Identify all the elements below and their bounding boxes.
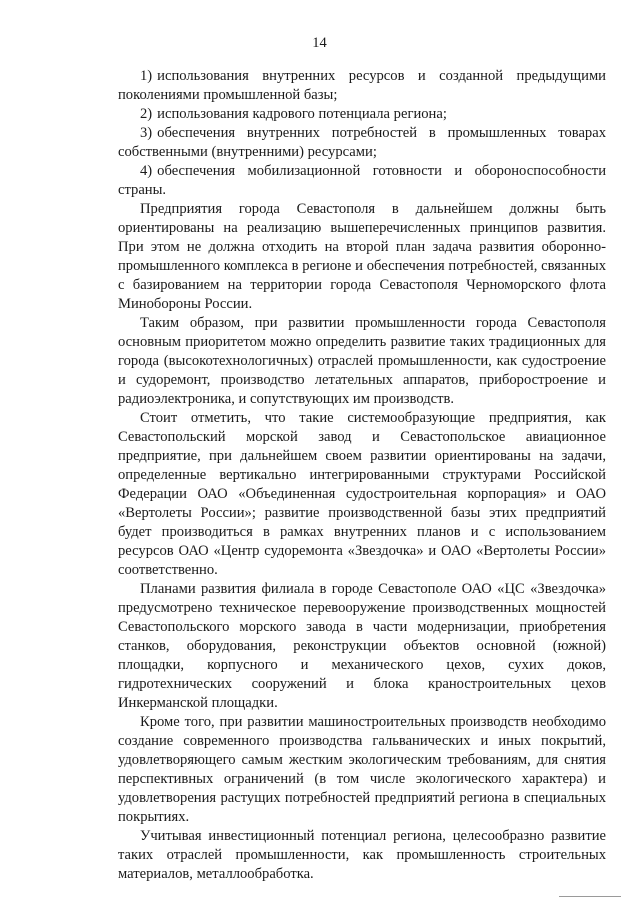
list-item-4 (118, 162, 606, 200)
list-item-number: 2) (140, 106, 153, 122)
paragraph-modernization-plans: Планами развития филиала в городе Севастополе ОАО «ЦС «Звездочка» предусмотрено техническое перевооружение производственных мощностей Севастопольского морского завода в части модернизации, приобретения станков, оборудования, реконструкции объектов основной (южной) площадки, корпусного и механического цехов, сухих доков, гидротехнических сооружений и блока краностроительных цехов Инкерманской площадки. (118, 581, 606, 711)
paragraph-priorities: Таким образом, при развитии промышленности города Севастополя основным приоритетом можно определить развитие таких традиционных для города (высокотехнологичных) отраслей промышленности, как судостроение и судоремонт, производство летательных аппаратов, приборостроение и радиоэлектроника, и сопутствующих им производств. (118, 315, 606, 407)
list-item-2 (118, 105, 606, 124)
list-item-number: 1) (140, 68, 153, 84)
list-item-number: 4) (140, 163, 153, 179)
document-body (118, 67, 606, 884)
paragraph-investment: Учитывая инвестиционный потенциал региона, целесообразно развитие таких отраслей промышленности, как промышленность строительных материалов, металлообработка. (118, 828, 606, 882)
list-item-text: использования внутренних ресурсов и созданной предыдущими поколениями промышленной базы; (118, 68, 606, 103)
list-item-1 (118, 67, 606, 105)
list-item-text: обеспечения внутренних потребностей в промышленных товарах собственными (внутренними) ресурсами; (118, 125, 606, 160)
list-item-3 (118, 124, 606, 162)
list-item-number: 3) (140, 125, 153, 141)
list-item-text: обеспечения мобилизационной готовности и обороноспособности страны. (118, 163, 606, 198)
page-number: 14 (312, 35, 327, 51)
paragraph-key-enterprises: Стоит отметить, что такие системообразующие предприятия, как Севастопольский морской завод и Севастопольское авиационное предприятие, при дальнейшем своем развитии ориентированы на задачи, определенные вертикально интегрированными структурами Российской Федерации ОАО «Объединенная судостроительная корпорация» и ОАО «Вертолеты России»; развитие производственной базы этих предприятий будет производиться в рамках внутренних планов и с использованием ресурсов ОАО «Центр судоремонта «Звездочка» и ОАО «Вертолеты России» соответственно. (118, 410, 606, 578)
paragraph-orientation: Предприятия города Севастополя в дальнейшем должны быть ориентированы на реализацию вышеперечисленных принципов развития. При этом не должна отходить на второй план задача развития оборонно-промышленного комплекса в регионе и обеспечения потребностей, связанных с базированием на территории города Севастополя Черноморского флота Минобороны России. (118, 201, 606, 312)
list-item-text: использования кадрового потенциала региона; (157, 106, 447, 122)
paragraph-coatings: Кроме того, при развитии машиностроительных производств необходимо создание современного производства гальванических и иных покрытий, удовлетворяющего самым жестким экологическим требованиям, для снятия перспективных ограничений (в том числе экологического характера) и удовлетворения растущих потребностей предприятий региона в специальных покрытиях. (118, 714, 606, 825)
scan-corner-mark (559, 896, 621, 902)
